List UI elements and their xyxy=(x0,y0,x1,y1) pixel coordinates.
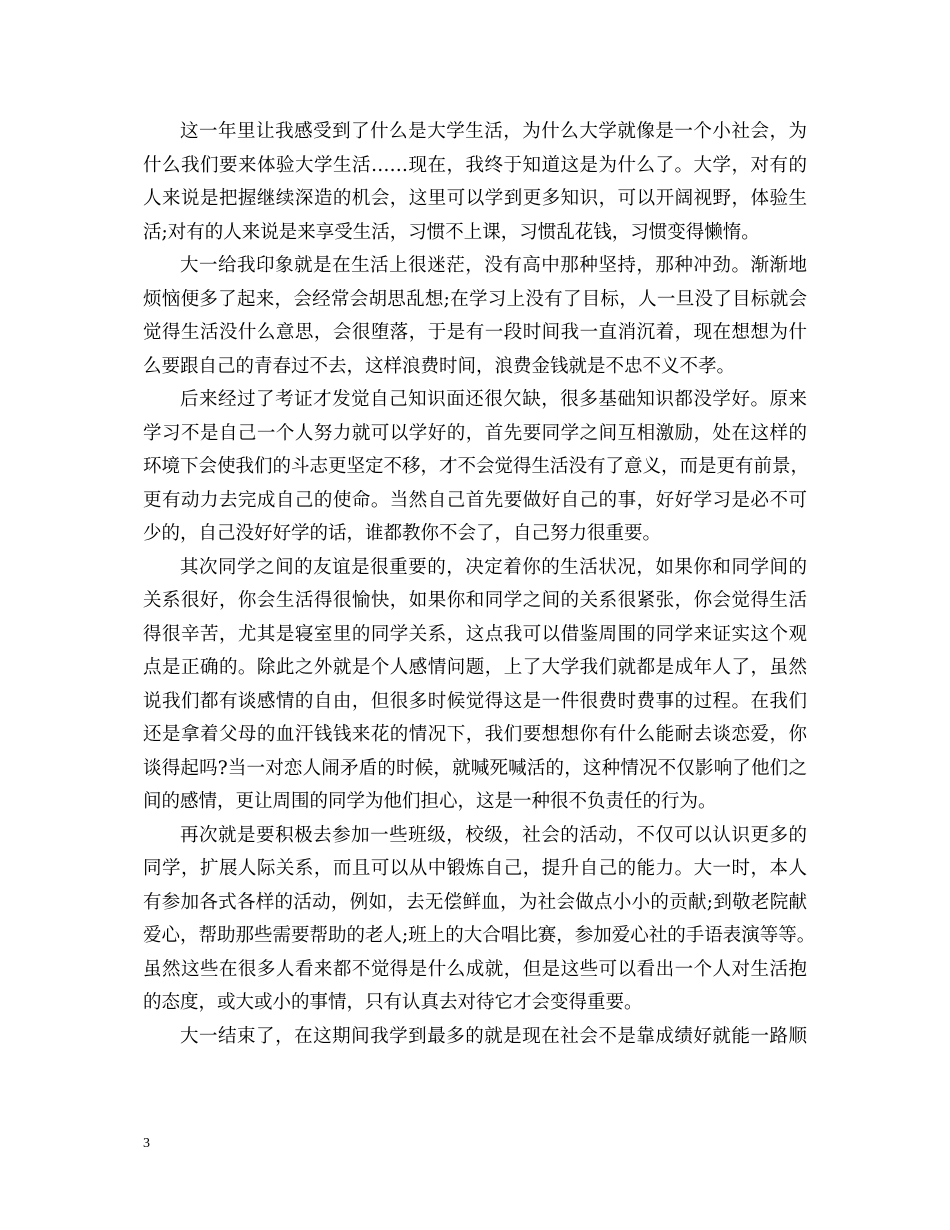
paragraph-5-line-1: 再次就是要积极去参加一些班级，校级，社会的活动，不仅可以认识更多的 xyxy=(180,824,807,846)
paragraph-4-line-7: 谈得起吗?当一对恋人闹矛盾的时候，就喊死喊活的，这种情况不仅影响了他们之 xyxy=(143,757,807,779)
paragraph-5-line-6: 的态度，或大或小的事情，只有认真去对待它才会变得重要。 xyxy=(143,992,643,1013)
paragraph-4-line-5: 说我们都有谈感情的自由，但很多时候觉得这是一件很费时费事的过程。在我们 xyxy=(143,690,807,712)
paragraph-2-line-3: 觉得生活没什么意思，会很堕落，于是有一段时间我一直消沉着，现在想想为什 xyxy=(143,322,807,343)
paragraph-4-line-4: 点是正确的。除此之外就是个人感情问题，上了大学我们就都是成年人了，虽然 xyxy=(143,657,807,678)
paragraph-1-line-3: 人来说是把握继续深造的机会，这里可以学到更多知识，可以开阔视野，体验生 xyxy=(143,188,807,209)
paragraph-1-line-2: 什么我们要来体验大学生活……现在，我终于知道这是为什么了。大学，对有的 xyxy=(143,154,807,176)
paragraph-4-line-1: 其次同学之间的友谊是很重要的，决定着你的生活状况，如果你和同学间的 xyxy=(180,556,807,578)
paragraph-3-line-4: 更有动力去完成自己的使命。当然自己首先要做好自己的事，好好学习是必不可 xyxy=(143,489,807,511)
paragraph-2-line-1: 大一给我印象就是在生活上很迷茫，没有高中那种坚持，那种冲劲。渐渐地 xyxy=(180,255,807,276)
paragraph-3-line-1: 后来经过了考证才发觉自己知识面还很欠缺，很多基础知识都没学好。原来 xyxy=(180,389,807,410)
paragraph-3-line-2: 学习不是自己一个人努力就可以学好的，首先要同学之间互相激励，处在这样的 xyxy=(143,422,807,444)
paragraph-4-line-2: 关系很好，你会生活得很愉快，如果你和同学之间的关系很紧张，你会觉得生活 xyxy=(143,590,807,611)
paragraph-4-line-8: 间的感情，更让周围的同学为他们担心，这是一种很不负责任的行为。 xyxy=(143,791,717,812)
paragraph-3-line-3: 环境下会使我们的斗志更坚定不移，才不会觉得生活没有了意义，而是更有前景， xyxy=(143,456,810,477)
document-body xyxy=(143,115,816,1053)
paragraph-1-line-4: 活;对有的人来说是来享受生活，习惯不上课，习惯乱花钱，习惯变得懒惰。 xyxy=(143,221,760,243)
page-number: 3 xyxy=(143,1136,150,1151)
paragraph-6-line-1: 大一结束了，在这期间我学到最多的就是现在社会不是靠成绩好就能一路顺 xyxy=(180,1025,807,1047)
paragraph-2-line-2: 烦恼便多了起来，会经常会胡思乱想;在学习上没有了目标，人一旦没了目标就会 xyxy=(143,288,807,310)
paragraph-4-line-6: 还是拿着父母的血汗钱钱来花的情况下，我们要想想你有什么能耐去谈恋爱，你 xyxy=(143,724,807,745)
paragraph-2-line-4: 么要跟自己的青春过不去，这样浪费时间，浪费金钱就是不忠不义不孝。 xyxy=(143,355,736,377)
paragraph-5-line-4: 爱心，帮助那些需要帮助的老人;班上的大合唱比赛，参加爱心社的手语表演等等。 xyxy=(143,925,816,946)
paragraph-5-line-5: 虽然这些在很多人看来都不觉得是什么成就，但是这些可以看出一个人对生活抱 xyxy=(143,958,807,980)
paragraph-4-line-3: 得很辛苦，尤其是寝室里的同学关系，这点我可以借鉴周围的同学来证实这个观 xyxy=(143,623,807,645)
paragraph-5-line-2: 同学，扩展人际关系，而且可以从中锻炼自己，提升自己的能力。大一时，本人 xyxy=(143,858,807,879)
paragraph-3-line-5: 少的，自己没好好学的话，谁都教你不会了，自己努力很重要。 xyxy=(143,523,662,544)
paragraph-1-line-1: 这一年里让我感受到了什么是大学生活，为什么大学就像是一个小社会，为 xyxy=(180,121,807,142)
paragraph-5-line-3: 有参加各式各样的活动，例如，去无偿鲜血，为社会做点小小的贡献;到敬老院献 xyxy=(143,891,807,913)
